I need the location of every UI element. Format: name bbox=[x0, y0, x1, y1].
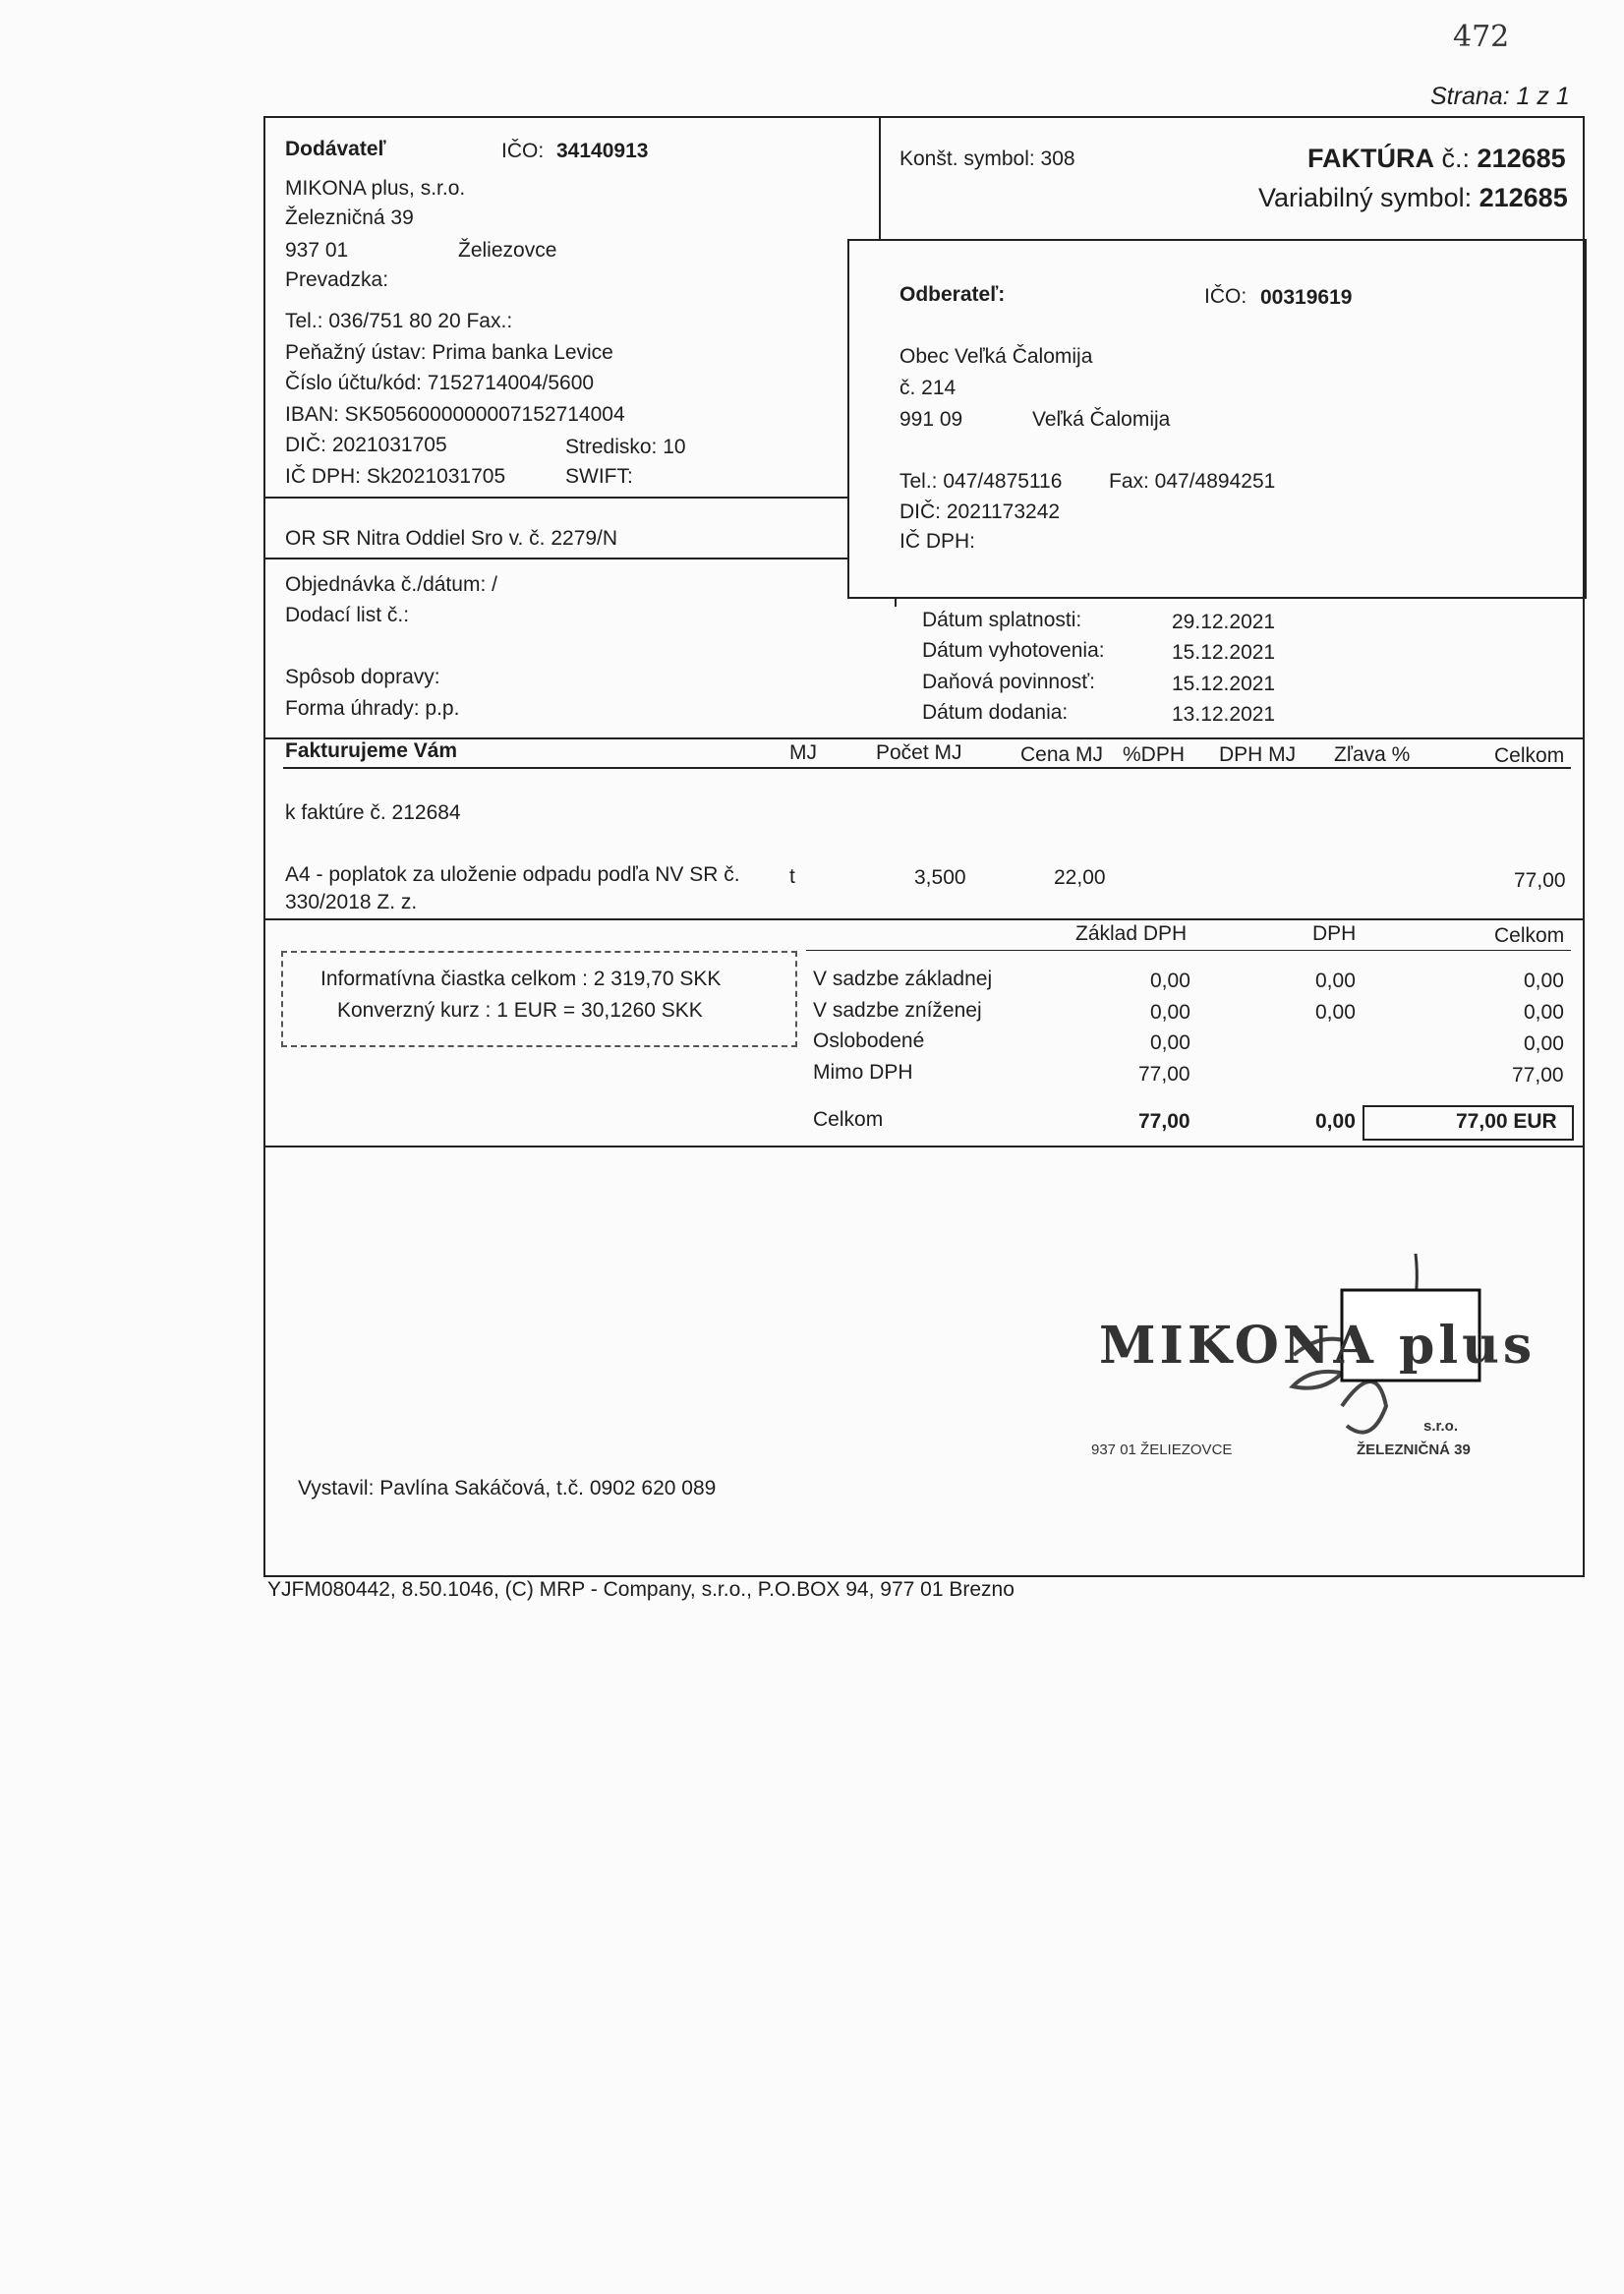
supplier-ico-label: IČO: bbox=[501, 140, 545, 162]
variable-symbol-line bbox=[1258, 183, 1568, 213]
stamp-sro: s.r.o. bbox=[1423, 1418, 1459, 1435]
customer-ico: 00319619 bbox=[1260, 286, 1353, 309]
summary-row-base: 0,00 bbox=[1150, 1031, 1190, 1054]
stamp-city: 937 01 ŽELIEZOVCE bbox=[1091, 1441, 1233, 1458]
stamp-company-name: MIKONA plus bbox=[1099, 1316, 1537, 1376]
summary-row-total: 0,00 bbox=[1524, 970, 1564, 992]
items-header-qty: Počet MJ bbox=[876, 741, 962, 764]
order-number: Objednávka č./dátum: / bbox=[285, 573, 497, 596]
item-unit: t bbox=[789, 865, 795, 888]
divider-date-tick bbox=[895, 599, 897, 607]
divider-supplier-register-top bbox=[265, 497, 849, 499]
date-label: Dátum vyhotovenia: bbox=[922, 639, 1105, 662]
supplier-zip: 937 01 bbox=[285, 239, 349, 262]
date-value: 29.12.2021 bbox=[1172, 611, 1276, 633]
supplier-ic-dph: IČ DPH: Sk2021031705 bbox=[285, 465, 506, 488]
summary-row-base: 0,00 bbox=[1150, 1001, 1190, 1024]
divider-vertical-top bbox=[879, 116, 881, 239]
divider-summary-top bbox=[265, 918, 1585, 920]
customer-tel: Tel.: 047/4875116 bbox=[899, 470, 1063, 493]
supplier-street: Železničná 39 bbox=[285, 206, 414, 229]
customer-dic: DIČ: 2021173242 bbox=[899, 500, 1061, 523]
summary-row-label: V sadzbe základnej bbox=[813, 968, 993, 990]
grand-total: 77,00 EUR bbox=[1456, 1110, 1557, 1133]
date-label: Daňová povinnosť: bbox=[922, 671, 1095, 693]
info-exchange-rate: Konverzný kurz : 1 EUR = 30,1260 SKK bbox=[337, 999, 703, 1022]
issued-by: Vystavil: Pavlína Sakáčová, t.č. 0902 620 089 bbox=[298, 1477, 717, 1500]
variable-symbol: 212685 bbox=[1479, 183, 1568, 212]
customer-street: č. 214 bbox=[899, 377, 957, 399]
divider-summary-bottom bbox=[265, 1146, 1585, 1147]
summary-row-total: 0,00 bbox=[1524, 1001, 1564, 1024]
customer-ic-dph: IČ DPH: bbox=[899, 530, 976, 553]
delivery-note: Dodací list č.: bbox=[285, 604, 410, 626]
page-indicator: Strana: 1 z 1 bbox=[1430, 83, 1570, 110]
stamp-street: ŽELEZNIČNÁ 39 bbox=[1357, 1441, 1471, 1458]
item-total: 77,00 bbox=[1514, 869, 1566, 892]
supplier-heading: Dodávateľ bbox=[285, 138, 386, 160]
items-reference: k faktúre č. 212684 bbox=[285, 801, 461, 824]
date-value: 15.12.2021 bbox=[1172, 673, 1276, 695]
payment-method: Forma úhrady: p.p. bbox=[285, 697, 460, 720]
summary-header-vat: DPH bbox=[1312, 922, 1357, 945]
supplier-city: Želiezovce bbox=[458, 239, 557, 262]
invoice-title bbox=[1307, 144, 1566, 174]
items-header-discount: Zľava % bbox=[1334, 743, 1411, 766]
handwritten-mark: 472 bbox=[1453, 20, 1510, 54]
customer-fax: Fax: 047/4894251 bbox=[1109, 470, 1276, 493]
item-price: 22,00 bbox=[1054, 866, 1106, 889]
date-value: 15.12.2021 bbox=[1172, 641, 1276, 664]
items-header-price: Cena MJ bbox=[1020, 743, 1104, 766]
variable-symbol-label: Variabilný symbol: bbox=[1258, 183, 1473, 212]
invoice-number: 212685 bbox=[1477, 144, 1566, 173]
supplier-ico: 34140913 bbox=[556, 140, 649, 162]
items-header-vat-pct: %DPH bbox=[1123, 743, 1186, 766]
summary-row-label: V sadzbe zníženej bbox=[813, 999, 982, 1022]
items-header-vat-mj: DPH MJ bbox=[1219, 743, 1297, 766]
customer-city: Veľká Čalomija bbox=[1032, 408, 1171, 431]
const-symbol: Konšt. symbol: 308 bbox=[899, 147, 1075, 170]
summary-row-base: 0,00 bbox=[1150, 970, 1190, 992]
customer-heading: Odberateľ: bbox=[899, 283, 1006, 306]
summary-row-vat: 0,00 bbox=[1315, 970, 1356, 992]
company-stamp bbox=[1091, 1249, 1537, 1465]
summary-header-base: Základ DPH bbox=[1075, 922, 1188, 945]
summary-row-label: Oslobodené bbox=[813, 1029, 925, 1052]
supplier-account: Číslo účtu/kód: 7152714004/5600 bbox=[285, 372, 595, 394]
divider-items-header bbox=[283, 767, 1571, 769]
summary-row-label: Mimo DPH bbox=[813, 1061, 913, 1084]
footer-software-info: YJFM080442, 8.50.1046, (C) MRP - Company, s.r.o., P.O.BOX 94, 977 01 Brezno bbox=[267, 1578, 1015, 1601]
customer-name: Obec Veľká Čalomija bbox=[899, 345, 1093, 368]
summary-row-base: 77,00 bbox=[1138, 1063, 1190, 1086]
transport-method: Spôsob dopravy: bbox=[285, 666, 440, 688]
divider-supplier-register-bottom bbox=[265, 558, 849, 559]
supplier-center: Stredisko: 10 bbox=[565, 436, 686, 458]
date-value: 13.12.2021 bbox=[1172, 703, 1276, 726]
supplier-dic: DIČ: 2021031705 bbox=[285, 434, 447, 456]
items-header-mj: MJ bbox=[789, 741, 817, 764]
supplier-bank: Peňažný ústav: Prima banka Levice bbox=[285, 341, 613, 364]
date-label: Dátum dodania: bbox=[922, 701, 1069, 724]
summary-row-total: 77,00 bbox=[1512, 1064, 1564, 1087]
items-header-desc: Fakturujeme Vám bbox=[285, 739, 458, 762]
supplier-register: OR SR Nitra Oddiel Sro v. č. 2279/N bbox=[285, 527, 618, 550]
summary-header-total: Celkom bbox=[1494, 924, 1565, 947]
supplier-tel-fax: Tel.: 036/751 80 20 Fax.: bbox=[285, 310, 513, 332]
supplier-branch: Prevadzka: bbox=[285, 268, 389, 291]
customer-ico-label: IČO: bbox=[1204, 285, 1247, 308]
info-amount: Informatívna čiastka celkom : 2 319,70 SKK bbox=[320, 968, 722, 990]
invoice-title-label: FAKTÚRA bbox=[1307, 144, 1434, 173]
customer-zip: 991 09 bbox=[899, 408, 963, 431]
supplier-iban: IBAN: SK5056000000007152714004 bbox=[285, 403, 625, 426]
item-description: A4 - poplatok za uloženie odpadu podľa NV SR č. bbox=[285, 863, 740, 886]
items-header-total: Celkom bbox=[1494, 744, 1565, 767]
summary-final-base: 77,00 bbox=[1138, 1110, 1190, 1133]
summary-final-label: Celkom bbox=[813, 1108, 884, 1131]
summary-final-vat: 0,00 bbox=[1315, 1110, 1356, 1133]
date-label: Dátum splatnosti: bbox=[922, 609, 1082, 631]
item-description-cont: 330/2018 Z. z. bbox=[285, 891, 418, 913]
summary-row-total: 0,00 bbox=[1524, 1032, 1564, 1055]
supplier-name: MIKONA plus, s.r.o. bbox=[285, 177, 466, 200]
invoice-title-no-label: č.: bbox=[1441, 144, 1471, 173]
divider-summary-header bbox=[806, 950, 1571, 951]
item-quantity: 3,500 bbox=[914, 866, 966, 889]
divider-items-top bbox=[265, 737, 1585, 739]
summary-row-vat: 0,00 bbox=[1315, 1001, 1356, 1024]
supplier-swift: SWIFT: bbox=[565, 465, 633, 488]
